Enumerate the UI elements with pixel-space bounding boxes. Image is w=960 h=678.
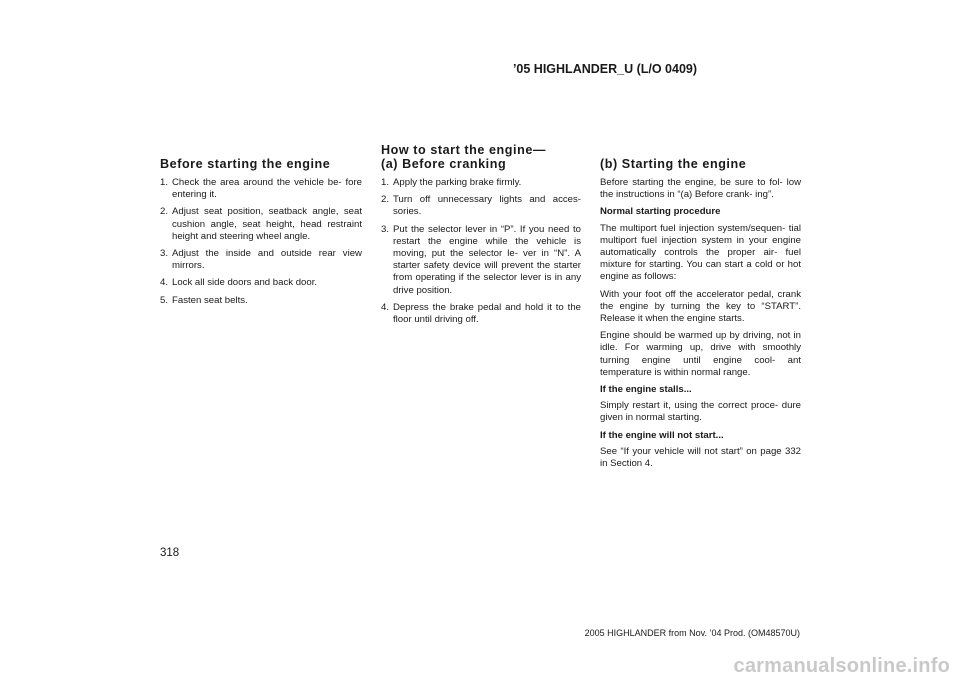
list-item: 4. Lock all side doors and back door. <box>160 277 318 289</box>
paragraph: Simply restart it, using the correct proce- dure given in normal starting. <box>600 400 801 424</box>
normal-procedure-heading: Normal starting procedure <box>600 206 721 218</box>
list-item: 2. Adjust seat position, seatback angle, seat cushion angle, seat height, head restraint height and steering wheel angle. <box>160 206 362 242</box>
list-item: 1. Apply the parking brake firmly. <box>381 177 522 188</box>
starting-engine-heading: (b) Starting the engine <box>600 157 747 171</box>
list-item: 3. Put the selector lever in “P”. If you need to restart the engine while the vehicle is moving, put the selector le- ver in “N”. A starter safety device will prevent the starter from operating if the selector lever is in any drive position. <box>381 223 581 296</box>
paragraph: Engine should be warmed up by driving, not in idle. For warming up, drive with smoothly turning engine until engine cool- ant temperature is within normal range. <box>600 330 801 378</box>
starting-engine-section <box>600 143 801 475</box>
how-to-start-heading: How to start the engine— (a) Before cranking <box>381 143 547 171</box>
list-item: 4. Depress the brake pedal and hold it to the floor until driving off. <box>381 301 581 326</box>
before-starting-heading: Before starting the engine <box>160 157 331 171</box>
list-item: 3. Adjust the inside and outside rear view mirrors. <box>160 248 362 272</box>
intro-paragraph: Before starting the engine, be sure to fol- low the instructions in “(a) Before crank- ing”. <box>600 177 801 201</box>
list-item: 2. Turn off unnecessary lights and acces- sories. <box>381 194 581 218</box>
before-cranking-section <box>381 143 581 331</box>
page-number: 318 <box>160 547 180 559</box>
document-header: ’05 HIGHLANDER_U (L/O 0409) <box>512 62 698 76</box>
paragraph: See “If your vehicle will not start” on page 332 in Section 4. <box>600 445 801 470</box>
before-starting-section <box>160 143 362 312</box>
engine-not-start-heading: If the engine will not start... <box>600 429 724 441</box>
paragraph: The multiport fuel injection system/sequen- tial multiport fuel injection system in your engine automatically controls the proper air- fuel mixture for starting. You can start a cold or hot engine as follows: <box>600 222 801 283</box>
paragraph: With your foot off the accelerator pedal, crank the engine by turning the key to “START”. Release it when the engine starts. <box>600 288 801 325</box>
engine-stalls-heading: If the engine stalls... <box>600 384 692 396</box>
document-footer: 2005 HIGHLANDER from Nov. ’04 Prod. (OM48570U) <box>584 628 800 638</box>
before-cranking-list <box>381 177 581 326</box>
watermark: carmanualsonline.info <box>733 655 950 677</box>
list-item: 5. Fasten seat belts. <box>160 294 248 306</box>
before-starting-list <box>160 177 362 307</box>
list-item: 1. Check the area around the vehicle be- fore entering it. <box>160 177 362 201</box>
